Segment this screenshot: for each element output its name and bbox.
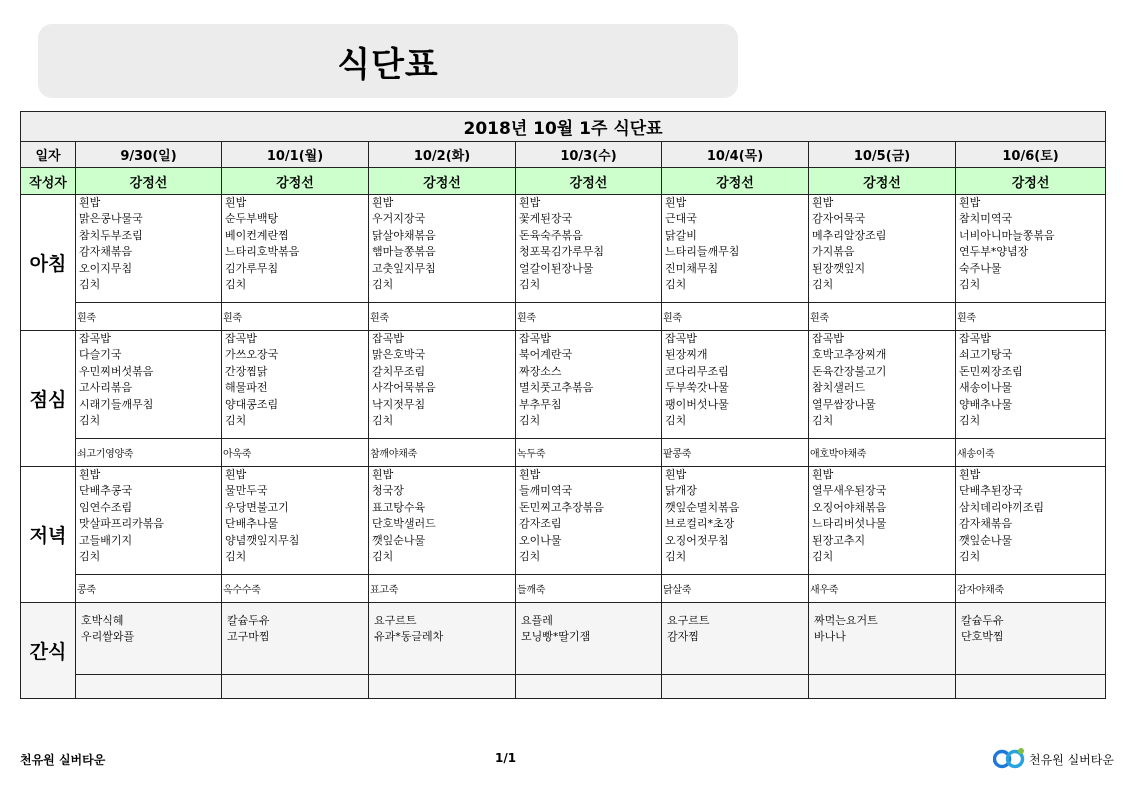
dish-item: 흰밥 bbox=[79, 468, 101, 481]
date-header-cell: 10/2(화) bbox=[369, 142, 516, 168]
meal-porridge-row bbox=[21, 439, 1106, 467]
dish-item: 김치 bbox=[959, 414, 981, 428]
porridge-cell: 새우죽 bbox=[809, 575, 956, 603]
dish-item: 오이나물 bbox=[519, 533, 562, 547]
snack-blank-cell bbox=[222, 675, 369, 699]
dish-item: 흰밥 bbox=[79, 196, 101, 209]
porridge-cell: 흰죽 bbox=[662, 303, 809, 331]
dish-item: 삼치데리야끼조림 bbox=[959, 500, 1045, 514]
snack-cell bbox=[76, 603, 222, 675]
date-header-cell: 10/6(토) bbox=[956, 142, 1106, 168]
dish-item: 팽이버섯나물 bbox=[665, 397, 729, 411]
dish-item: 너비아니마늘쫑볶음 bbox=[959, 228, 1055, 242]
dish-item: 김치 bbox=[519, 550, 541, 564]
org-logo-icon bbox=[993, 746, 1027, 772]
snack-cell bbox=[956, 603, 1106, 675]
porridge-cell: 옥수수죽 bbox=[222, 575, 369, 603]
snack-blank-cell bbox=[369, 675, 516, 699]
day-dishes-cell bbox=[956, 467, 1106, 575]
dish-item: 고춧잎지무침 bbox=[372, 261, 436, 275]
dish-item: 브로컬리*초장 bbox=[665, 517, 735, 531]
meal-dishes-row bbox=[21, 195, 1106, 303]
porridge-cell: 흰죽 bbox=[809, 303, 956, 331]
snack-blank-cell bbox=[662, 675, 809, 699]
day-dishes-cell bbox=[662, 331, 809, 439]
dish-item: 흰밥 bbox=[812, 468, 834, 481]
day-dishes-cell bbox=[516, 467, 662, 575]
dish-item: 두부쑥갓나물 bbox=[665, 381, 729, 395]
dish-item: 들깨미역국 bbox=[519, 484, 573, 498]
porridge-cell: 흰죽 bbox=[76, 303, 222, 331]
dish-item: 깻잎순나물 bbox=[959, 533, 1013, 547]
snack-item: 호박식혜 bbox=[81, 614, 124, 627]
dish-item: 단배추된장국 bbox=[959, 484, 1023, 498]
dish-item: 느타리들깨무침 bbox=[665, 245, 740, 259]
dish-item: 흰밥 bbox=[372, 196, 394, 209]
day-dishes-cell bbox=[956, 195, 1106, 303]
dish-item: 양배추나물 bbox=[959, 397, 1013, 411]
author-header-label: 작성자 bbox=[21, 168, 76, 195]
day-dishes-cell bbox=[956, 331, 1106, 439]
dish-item: 흰밥 bbox=[959, 196, 981, 209]
dish-item: 맑은콩나물국 bbox=[79, 212, 143, 226]
footer-logo-text: 천유원 실버타운 bbox=[1029, 752, 1114, 767]
footer-page-number: 1/1 bbox=[495, 751, 517, 765]
dish-item: 햄마늘쫑볶음 bbox=[372, 245, 436, 259]
porridge-cell: 애호박야채죽 bbox=[809, 439, 956, 467]
day-dishes-cell bbox=[369, 331, 516, 439]
dish-item: 메추리알장조림 bbox=[812, 228, 887, 242]
dish-item: 잡곡밥 bbox=[79, 332, 111, 345]
dish-item: 돈육숙주볶음 bbox=[519, 228, 583, 242]
dish-item: 돈민찌장조림 bbox=[959, 364, 1023, 378]
meal-dishes-row bbox=[21, 467, 1106, 575]
porridge-cell: 닭살죽 bbox=[662, 575, 809, 603]
dish-item: 새송이나물 bbox=[959, 381, 1013, 395]
snack-item: 요플레 bbox=[521, 614, 553, 627]
snack-item: 칼슘두유 bbox=[961, 614, 1004, 627]
porridge-cell: 흰죽 bbox=[222, 303, 369, 331]
author-cell: 강정선 bbox=[956, 168, 1106, 195]
dish-item: 맛살파프리카볶음 bbox=[79, 517, 165, 531]
snack-blank-cell bbox=[516, 675, 662, 699]
day-dishes-cell bbox=[222, 467, 369, 575]
dish-item: 우거지장국 bbox=[372, 212, 426, 226]
snack-blank-cell bbox=[76, 675, 222, 699]
day-dishes-cell bbox=[369, 467, 516, 575]
dish-item: 돈민찌고추장볶음 bbox=[519, 500, 605, 514]
author-row bbox=[21, 168, 1106, 195]
snack-blank-cell bbox=[809, 675, 956, 699]
dish-item: 흰밥 bbox=[372, 468, 394, 481]
porridge-cell: 참깨야채죽 bbox=[369, 439, 516, 467]
dish-item: 잡곡밥 bbox=[812, 332, 844, 345]
dish-item: 쇠고기탕국 bbox=[959, 348, 1013, 362]
author-cell: 강정선 bbox=[662, 168, 809, 195]
porridge-cell: 흰죽 bbox=[369, 303, 516, 331]
dish-item: 흰밥 bbox=[225, 468, 247, 481]
day-dishes-cell bbox=[516, 331, 662, 439]
dish-item: 김치 bbox=[79, 550, 101, 564]
dish-item: 짜장소스 bbox=[519, 364, 562, 378]
weekly-menu-table bbox=[20, 111, 1106, 699]
document-title-box bbox=[38, 24, 738, 98]
dish-item: 김치 bbox=[959, 278, 981, 292]
dish-item: 양념깻잎지무침 bbox=[225, 533, 300, 547]
dish-item: 간장찜닭 bbox=[225, 364, 268, 378]
dish-item: 김치 bbox=[519, 414, 541, 428]
dish-item: 흰밥 bbox=[812, 196, 834, 209]
snack-cell bbox=[809, 603, 956, 675]
snack-item: 우리쌀와플 bbox=[81, 630, 135, 644]
dish-item: 김치 bbox=[959, 550, 981, 564]
dish-item: 가지볶음 bbox=[812, 245, 855, 259]
day-dishes-cell bbox=[809, 331, 956, 439]
dish-item: 느타리호박볶음 bbox=[225, 245, 300, 259]
meal-label: 아침 bbox=[21, 195, 76, 331]
dish-item: 북어계란국 bbox=[519, 348, 573, 362]
dish-item: 꽃게된장국 bbox=[519, 212, 573, 226]
dish-item: 표고탕수육 bbox=[372, 500, 426, 514]
dish-item: 김치 bbox=[372, 278, 394, 292]
snack-blank-cell bbox=[956, 675, 1106, 699]
dish-item: 청포묵김가루무침 bbox=[519, 245, 605, 259]
dish-item: 깻잎순멸치볶음 bbox=[665, 500, 740, 514]
date-header-cell: 10/5(금) bbox=[809, 142, 956, 168]
date-header-cell: 10/3(수) bbox=[516, 142, 662, 168]
dish-item: 시래기들깨무침 bbox=[79, 397, 154, 411]
dish-item: 김치 bbox=[812, 550, 834, 564]
dish-item: 얼갈이된장나물 bbox=[519, 261, 594, 275]
dish-item: 우당면불고기 bbox=[225, 500, 289, 514]
dish-item: 잡곡밥 bbox=[225, 332, 257, 345]
dish-item: 흰밥 bbox=[665, 468, 687, 481]
dish-item: 다슬기국 bbox=[79, 348, 122, 362]
dish-item: 흰밥 bbox=[519, 196, 541, 209]
dish-item: 양대콩조림 bbox=[225, 397, 279, 411]
dish-item: 김치 bbox=[225, 278, 247, 292]
porridge-cell: 감자야채죽 bbox=[956, 575, 1106, 603]
dish-item: 물만두국 bbox=[225, 484, 268, 498]
dish-item: 가쓰오장국 bbox=[225, 348, 279, 362]
porridge-cell: 흰죽 bbox=[956, 303, 1106, 331]
author-cell: 강정선 bbox=[76, 168, 222, 195]
dish-item: 김치 bbox=[225, 414, 247, 428]
porridge-cell: 들깨죽 bbox=[516, 575, 662, 603]
dish-item: 흰밥 bbox=[959, 468, 981, 481]
week-title: 2018년 10월 1주 식단표 bbox=[21, 112, 1106, 142]
date-header-row bbox=[21, 142, 1106, 168]
meal-dishes-row bbox=[21, 331, 1106, 439]
dish-item: 갈치무조림 bbox=[372, 364, 426, 378]
footer-organization: 천유원 실버타운 bbox=[20, 753, 106, 767]
dish-item: 열무새우된장국 bbox=[812, 484, 887, 498]
dish-item: 오징어야채볶음 bbox=[812, 500, 887, 514]
dish-item: 베이컨계란찜 bbox=[225, 228, 289, 242]
dish-item: 연두부*양념장 bbox=[959, 245, 1029, 259]
day-dishes-cell bbox=[369, 195, 516, 303]
dish-item: 된장고추지 bbox=[812, 533, 866, 547]
dish-item: 잡곡밥 bbox=[372, 332, 404, 345]
dish-item: 김치 bbox=[79, 414, 101, 428]
snack-cell bbox=[662, 603, 809, 675]
dish-item: 김치 bbox=[79, 278, 101, 292]
day-dishes-cell bbox=[662, 195, 809, 303]
dish-item: 돈육간장불고기 bbox=[812, 364, 887, 378]
snack-cell bbox=[369, 603, 516, 675]
meal-label: 저녁 bbox=[21, 467, 76, 603]
porridge-cell: 새송이죽 bbox=[956, 439, 1106, 467]
dish-item: 된장찌개 bbox=[665, 348, 708, 362]
snack-item: 고구마찜 bbox=[227, 630, 270, 644]
day-dishes-cell bbox=[76, 467, 222, 575]
dish-item: 근대국 bbox=[665, 212, 697, 226]
dish-item: 감자채볶음 bbox=[959, 517, 1013, 531]
date-header-cell: 9/30(일) bbox=[76, 142, 222, 168]
day-dishes-cell bbox=[662, 467, 809, 575]
snack-item: 단호박찜 bbox=[961, 630, 1004, 644]
dish-item: 단배추콩국 bbox=[79, 484, 133, 498]
dish-item: 김치 bbox=[665, 414, 687, 428]
dish-item: 김치 bbox=[665, 278, 687, 292]
author-cell: 강정선 bbox=[809, 168, 956, 195]
dish-item: 우민찌버섯볶음 bbox=[79, 364, 154, 378]
day-dishes-cell bbox=[76, 331, 222, 439]
dish-item: 닭갈비 bbox=[665, 228, 697, 242]
dish-item: 흰밥 bbox=[519, 468, 541, 481]
porridge-cell: 쇠고기영양죽 bbox=[76, 439, 222, 467]
footer-logo bbox=[993, 746, 1114, 772]
day-dishes-cell bbox=[516, 195, 662, 303]
dish-item: 감자어묵국 bbox=[812, 212, 866, 226]
day-dishes-cell bbox=[809, 467, 956, 575]
porridge-cell: 아욱죽 bbox=[222, 439, 369, 467]
dish-item: 김치 bbox=[812, 414, 834, 428]
dish-item: 잡곡밥 bbox=[519, 332, 551, 345]
dish-item: 참치미역국 bbox=[959, 212, 1013, 226]
day-dishes-cell bbox=[76, 195, 222, 303]
dish-item: 호박고추장찌개 bbox=[812, 348, 887, 362]
snack-label: 간식 bbox=[21, 603, 76, 699]
date-header-cell: 10/4(목) bbox=[662, 142, 809, 168]
document-title: 식단표 bbox=[337, 44, 439, 85]
dish-item: 김가루무침 bbox=[225, 261, 279, 275]
dish-item: 잡곡밥 bbox=[959, 332, 991, 345]
meal-label: 점심 bbox=[21, 331, 76, 467]
dish-item: 고들배기지 bbox=[79, 533, 133, 547]
dish-item: 닭살야채볶음 bbox=[372, 228, 436, 242]
dish-item: 김치 bbox=[372, 550, 394, 564]
dish-item: 된장깻잎지 bbox=[812, 261, 866, 275]
snack-row bbox=[21, 603, 1106, 675]
meal-porridge-row bbox=[21, 303, 1106, 331]
meal-porridge-row bbox=[21, 575, 1106, 603]
snack-item: 짜먹는요거트 bbox=[814, 614, 878, 627]
author-cell: 강정선 bbox=[516, 168, 662, 195]
dish-item: 감자조림 bbox=[519, 517, 562, 531]
snack-item: 요구르트 bbox=[667, 614, 710, 627]
dish-item: 임연수조림 bbox=[79, 500, 133, 514]
dish-item: 김치 bbox=[372, 414, 394, 428]
snack-blank-row bbox=[21, 675, 1106, 699]
dish-item: 깻잎순나물 bbox=[372, 533, 426, 547]
dish-item: 김치 bbox=[812, 278, 834, 292]
dish-item: 참치두부조림 bbox=[79, 228, 143, 242]
dish-item: 오이지무침 bbox=[79, 261, 133, 275]
date-header-label: 일자 bbox=[21, 142, 76, 168]
dish-item: 사각어묵볶음 bbox=[372, 381, 436, 395]
dish-item: 단호박샐러드 bbox=[372, 517, 436, 531]
dish-item: 김치 bbox=[225, 550, 247, 564]
day-dishes-cell bbox=[809, 195, 956, 303]
dish-item: 오징어젓무침 bbox=[665, 533, 729, 547]
dish-item: 멸치풋고추볶음 bbox=[519, 381, 594, 395]
dish-item: 열무쌈장나물 bbox=[812, 397, 876, 411]
dish-item: 낙지젓무침 bbox=[372, 397, 426, 411]
dish-item: 감자채볶음 bbox=[79, 245, 133, 259]
snack-item: 모닝빵*딸기잼 bbox=[521, 630, 591, 644]
day-dishes-cell bbox=[222, 331, 369, 439]
dish-item: 해물파전 bbox=[225, 381, 268, 395]
dish-item: 느타리버섯나물 bbox=[812, 517, 887, 531]
dish-item: 고사리볶음 bbox=[79, 381, 133, 395]
snack-cell bbox=[516, 603, 662, 675]
dish-item: 코다리무조림 bbox=[665, 364, 729, 378]
dish-item: 맑은호박국 bbox=[372, 348, 426, 362]
dish-item: 부추무침 bbox=[519, 397, 562, 411]
dish-item: 닭개장 bbox=[665, 484, 697, 498]
porridge-cell: 녹두죽 bbox=[516, 439, 662, 467]
dish-item: 참치샐러드 bbox=[812, 381, 866, 395]
porridge-cell: 흰죽 bbox=[516, 303, 662, 331]
porridge-cell: 콩죽 bbox=[76, 575, 222, 603]
snack-item: 유과*동글레차 bbox=[374, 630, 444, 644]
dish-item: 단배추나물 bbox=[225, 517, 279, 531]
porridge-cell: 표고죽 bbox=[369, 575, 516, 603]
dish-item: 흰밥 bbox=[665, 196, 687, 209]
snack-item: 칼슘두유 bbox=[227, 614, 270, 627]
dish-item: 잡곡밥 bbox=[665, 332, 697, 345]
snack-item: 요구르트 bbox=[374, 614, 417, 627]
snack-item: 바나나 bbox=[814, 630, 846, 644]
porridge-cell: 팥콩죽 bbox=[662, 439, 809, 467]
dish-item: 청국장 bbox=[372, 484, 404, 498]
dish-item: 숙주나물 bbox=[959, 261, 1002, 275]
day-dishes-cell bbox=[222, 195, 369, 303]
dish-item: 흰밥 bbox=[225, 196, 247, 209]
date-header-cell: 10/1(월) bbox=[222, 142, 369, 168]
snack-item: 감자찜 bbox=[667, 630, 699, 644]
author-cell: 강정선 bbox=[369, 168, 516, 195]
snack-cell bbox=[222, 603, 369, 675]
author-cell: 강정선 bbox=[222, 168, 369, 195]
dish-item: 김치 bbox=[519, 278, 541, 292]
dish-item: 진미채무침 bbox=[665, 261, 719, 275]
dish-item: 순두부백탕 bbox=[225, 212, 279, 226]
dish-item: 김치 bbox=[665, 550, 687, 564]
